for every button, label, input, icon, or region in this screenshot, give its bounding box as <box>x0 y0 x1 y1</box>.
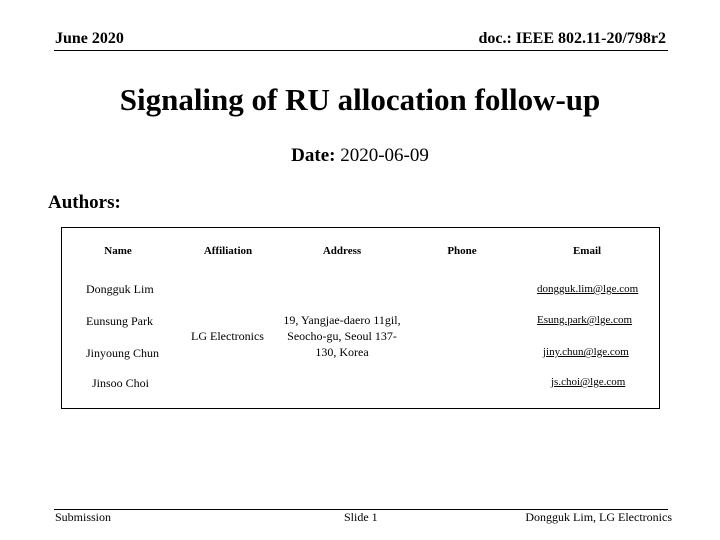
footer-slide-number: Slide 1 <box>344 510 378 524</box>
authors-label: Authors: <box>48 192 121 213</box>
email-link[interactable]: js.choi@lge.com <box>551 376 626 388</box>
column-header-address: Address <box>322 245 362 257</box>
footer-author: Dongguk Lim, LG Electronics <box>525 510 672 524</box>
column-header-phone: Phone <box>447 245 477 257</box>
column-header-name: Name <box>104 245 132 257</box>
footer-submission: Submission <box>55 510 112 524</box>
author-name: Dongguk Lim <box>86 282 154 296</box>
authors-table <box>61 227 660 409</box>
date-label: Date: <box>291 145 336 166</box>
header-date: June 2020 <box>55 30 124 47</box>
header-doc-id: doc.: IEEE 802.11-20/798r2 <box>478 30 666 47</box>
email-link[interactable]: dongguk.lim@lge.com <box>537 283 639 295</box>
author-address <box>267 312 417 360</box>
author-name: Jinsoo Choi <box>92 376 150 390</box>
author-name: Eunsung Park <box>86 314 153 328</box>
date-line <box>0 145 720 167</box>
address-line: Seocho-gu, Seoul 137- <box>287 329 397 343</box>
date-value: 2020-06-09 <box>340 145 429 166</box>
column-header-email: Email <box>572 245 602 257</box>
address-line: 19, Yangjae-daero 11gil, <box>283 313 401 327</box>
email-link[interactable]: jiny.chun@lge.com <box>543 346 629 358</box>
author-name: Jinyoung Chun <box>86 346 160 360</box>
address-line: 130, Korea <box>315 345 369 359</box>
slide-title: Signaling of RU allocation follow-up <box>119 82 601 117</box>
header-divider <box>54 50 668 51</box>
email-link[interactable]: Esung.park@lge.com <box>537 314 633 326</box>
author-affiliation: LG Electronics <box>191 329 264 343</box>
column-header-affiliation: Affiliation <box>203 245 253 257</box>
